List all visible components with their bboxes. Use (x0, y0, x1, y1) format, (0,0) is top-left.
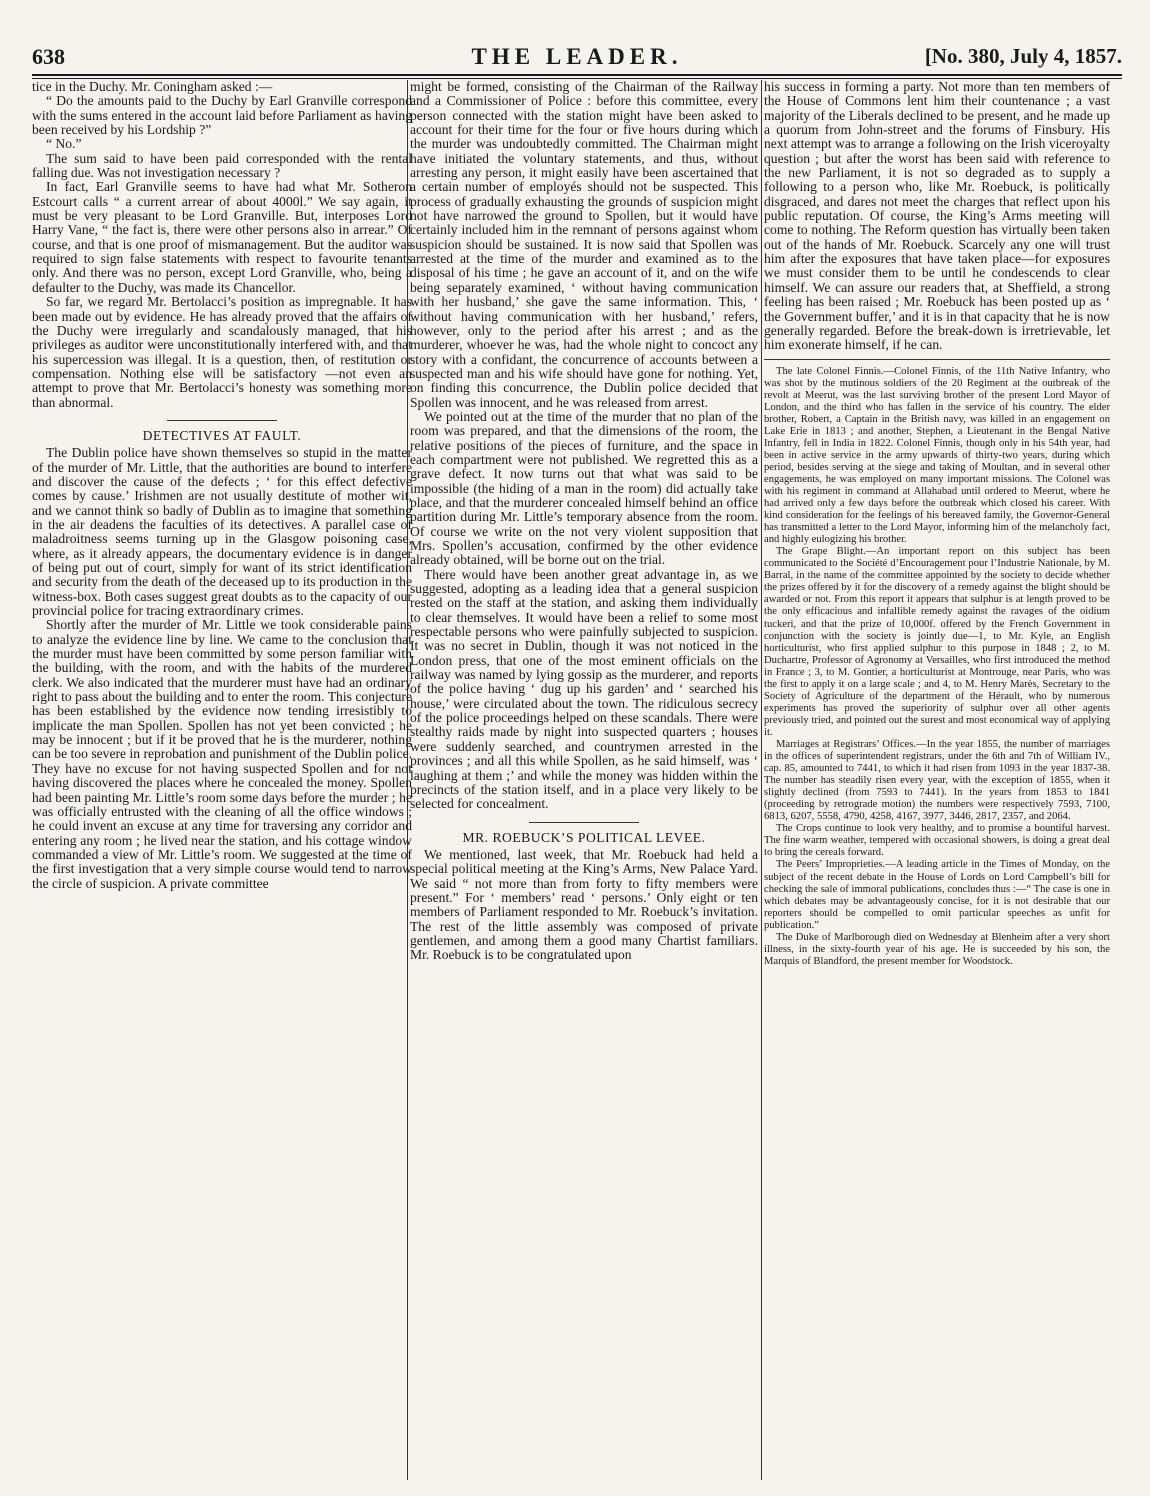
article-paragraph: So far, we regard Mr. Bertolacci’s position as impregnable. It has been made out by evidence. He has already proved that the affairs of the Duchy were irregularly and scandalously managed, that his privileges as auditor were unconstitutionally interfered with, and that his supercession was illegal. It is a question, then, of restitution or compensation. Nothing else will be satisfactory —not even an attempt to prove that Mr. Bertolacci’s honesty was something more than abnormal. (32, 294, 412, 410)
paper-title: THE LEADER. (471, 44, 683, 69)
news-note: The Crops continue to look very healthy, and to promise a bountiful harvest. The fine warm weather, tempered with occasional showers, is doing a great deal to bring the cereals forward. (764, 823, 1110, 859)
section-separator (529, 822, 639, 823)
news-note: The Grape Blight.—An important report on this subject has been communicated to the Société d’Encouragement pour l’Industrie Nationale, by M. Barral, in the name of the committee appointed by the society to decide whether the prizes offered by it for the discovery of a remedy against the blight should be awarded or not. From this report it appears that sulphur is at length proved to be the only efficacious and infallible remedy against the ravages of the oidium tuckeri, and that the prize of 10,000f. offered by the French Government in conjunction with the society is jointly due—1, to Mr. Kyle, an English horticulturist, who first applied sulphur to this purpose in 1848 ; 2, to M. Duchartre, Professor of Agronomy at Versailles, who first introduced the method in France ; 3, to M. Gontier, a horticulturist at Montrouge, near Paris, who was the first to apply it on a large scale ; and 4, to M. Henry Marès, Secretary to the Society of Agriculture of the department of the Hérault, who by numerous experiments has proved the superiority of sulphur over all other agents previously tried, and pointed out the surest and most economical way of applying it. (764, 546, 1110, 738)
page-number: 638 (32, 44, 65, 69)
masthead (32, 44, 1122, 76)
news-note: The Peers’ Improprieties.—A leading article in the Times of Monday, on the subject of the recent debate in the House of Lords on Lord Campbell’s bill for checking the sale of immoral publications, concludes thus :—“ The case is one in which debates may be advantageously concise, for it is not desirable that our reporters should be compelled to omit particular speeches as unfit for publication.” (764, 859, 1110, 931)
section-heading: DETECTIVES AT FAULT. (142, 427, 302, 443)
news-note: The Duke of Marlborough died on Wednesday at Blenheim after a very short illness, in the sixty-fourth year of his age. He is succeeded by his son, the Marquis of Blandford, the present member for Woodstock. (764, 931, 1110, 967)
news-notes (764, 366, 1110, 968)
column-3 (764, 80, 1110, 1480)
article-paragraph: tice in the Duchy. Mr. Coningham asked :— (32, 80, 273, 94)
section-separator (764, 359, 1110, 360)
column-divider (761, 80, 762, 1480)
article-paragraph: There would have been another great advantage in, as we suggested, adopting as a leading idea that a general suspicion rested on the staff at the station, and asking them individually to clear themselves. It would have been a relief to some most respectable persons who were painfully subjected to suspicion. It was no secret in Dublin, though it was not noticed in the London press, that one of the most eminent officials on the railway was named by lying gossip as the murderer, and reports of the police having ‘ dug up his garden’ and ‘ searched his house,’ were circulated about the town. The ridiculous secrecy of the police proceedings helped on these scandals. There were stealthy raids made by night into suspected quarters ; houses were suddenly searched, and countrymen arrested in the provinces ; and all this while Spollen, as he said himself, was ‘ laughing at them ;’ and while the money was hidden within the precincts of the station itself, and in a place very likely to be selected for concealment. (410, 566, 758, 812)
masthead-rule (32, 78, 1122, 79)
article-paragraph: “ No.” (46, 136, 82, 152)
article-paragraph: Shortly after the murder of Mr. Little we took considerable pains to analyze the evidence line by line. We came to the conclusion that the murder must have been committed by some person familiar with the building, with the room, and with the habits of the murdered clerk. We also indicated that the murderer must have had an ordinary right to pass about the building and to enter the room. This conjecture has been established by the evidence now tending irresistibly to implicate the man Spollen. Spollen has not yet been convicted ; he may be innocent ; but if it be proved that he is the murderer, nothing can be too severe in reprobation and punishment of the Dublin police. They have no excuse for not having suspected Spollen and for not having discovered the places where he concealed the money. Spollen had been painting Mr. Little’s room some days before the murder ; he was officially entrusted with the cleaning of all the office windows ; he could invent an excuse at any time for traversing any corridor and entering any room ; he lived near the station, and his cottage window commanded a view of Mr. Little’s room. We suggested at the time of the first investigation that a very simple course would tend to narrow the circle of suspicion. A private committee (32, 617, 412, 891)
article-paragraph: might be formed, consisting of the Chairman of the Railway and a Commissioner of Police : before this committee, every person connected with the station might have been asked to account for their time for the four or five hours during which the murder was undoubtedly committed. The Chairman might have initiated the voluntary statements, and thus, without arresting any person, it might easily have been ascertained that a certain number of employés should not be suspected. This process of gradually exhausting the grounds of suspicion might not have narrowed the ground to Spollen, but it would have certainly included him in the remnant of persons against whom suspicion should be sustained. It is now said that Spollen was arrested at the time of the murder and examined as to the disposal of his time ; he gave an account of it, and on the wife being separately examined, ‘ without having communication with her husband,’ she gave the same information. This, ‘ without having communication with her husband,’ refers, however, only to the period after his arrest ; and as the murderer, whoever he was, had the whole night to concoct any story with a confidant, the concurrence of accounts between a suspected man and his wife should have gone for nothing. Yet, on finding this concurrence, the Dublin police decided that Spollen was innocent, and he was released from arrest. (410, 80, 758, 410)
news-note: The late Colonel Finnis.—Colonel Finnis, of the 11th Native Infantry, who was shot by the mutinous soldiers of the 20 Regiment at the outbreak of the revolt at Meerut, was the last surviving brother of the present Lord Mayor of London, and the third who has fallen in the service of his country. The elder brother, Robert, a Captain in the British navy, was killed in an engagement on Lake Erie in 1813 ; and another, Stephen, a Lieutenant in the Bengal Native Infantry, fell in India in 1822. Colonel Finnis, though only in his 54th year, had been in active service in the army upwards of thirty-two years, during which period, besides serving at the siege and taking of Moultan, and in several other engagements, he was employed on many important missions. The Colonel was with his regiment in command at Allahabad until ordered to Meerut, where he had arrived only a few days before the outbreak which closed his career. With kind consideration for the feelings of his bereaved family, the Governor-General has transmitted a letter to the Lord Mayor, informing him of the melancholy fact, and highly eulogizing his brother. (764, 365, 1110, 546)
section-heading: MR. ROEBUCK’S POLITICAL LEVEE. (462, 829, 706, 845)
column-2 (410, 80, 758, 1480)
article-paragraph: We pointed out at the time of the murder that no plan of the room was prepared, and that the dimensions of the room, the relative positions of the pieces of furniture, and the space in each compartment were not published. We regretted this as a grave defect. It now turns out that what was said to be impossible (the hiding of a man in the room) did actually take place, and that the murderer concealed himself behind an office partition during Mr. Little’s temporary absence from the room. Of course we write on the not very violent supposition that Mrs. Spollen’s accusation, confirmed by the other evidence already obtained, will be borne out on the trial. (410, 408, 758, 568)
column-1 (32, 80, 412, 1480)
article-paragraph: his success in forming a party. Not more than ten members of the House of Commons lent him their countenance ; a vast majority of the Liberals declined to be present, and he made up a quorum from John-street and the forums of Finsbury. His next attempt was to arrange a following on the Irish viceroyalty question ; but after the worst has been said with reference to the new Parliament, it is not so degraded as to supply a following to a person who, like Mr. Roebuck, is politically disgraced, and dares not meet the charges that reflect upon his public reputation. Of course, the King’s Arms meeting will come to nothing. The Reform question has virtually been taken out of the hands of Mr. Roebuck. Scarcely any one will trust him after the exposures that have taken place—for exposures we must consider them to be until he condescends to clear himself. We can assure our readers that, at Sheffield, a strong feeling has been raised ; Mr. Roebuck has been posted up as ‘ the Government buffer,’ and it is in that capacity that he is now generally regarded. Before the break-down is irretrievable, let him exonerate himself, if he can. (764, 80, 1110, 353)
article-paragraph: “ Do the amounts paid to the Duchy by Earl Granville correspond with the sums entered in the account laid before Parliament as having been received by his Lordship ?” (32, 93, 412, 138)
article-paragraph: The sum said to have been paid corresponded with the rental falling due. Was not investigation necessary ? (32, 150, 412, 181)
article-paragraph: We mentioned, last week, that Mr. Roebuck had held a special political meeting at the King’s Arms, New Palace Yard. We said “ not more than from forty to fifty members were present.” For ‘ members’ read ‘ persons.’ Only eight or ten members of Parliament responded to Mr. Roebuck’s invitation. The rest of the little assembly was composed of private gentlemen, and among them a good many Chartist familiars. Mr. Roebuck is to be congratulated upon (410, 846, 758, 963)
issue-info: [No. 380, July 4, 1857. (924, 44, 1122, 68)
news-note: Marriages at Registrars’ Offices.—In the year 1855, the number of marriages in the offices of superintendent registrars, under the 6th and 7th of William IV., cap. 85, amounted to 7441, to which it had risen from 1093 in the year 1837-38. The number has steadily risen every year, with the exception of 1855, when it slightly declined (from 7593 to 7441). In the years from 1853 to 1841 (proceeding by retrograde motion) the numbers were respectively 7593, 7100, 6813, 6207, 5558, 4790, 4258, 4167, 3977, 3446, 2817, 2357, and 2064. (764, 738, 1110, 823)
article-paragraph: In fact, Earl Granville seems to have had what Mr. Sotheron Estcourt calls “ a current arrear of about 4000l.” We say again, it must be very pleasant to be Lord Granville. But, interposes Lord Harry Vane, “ the fact is, there were other persons also in arrear.” Of course, and that is one proof of mismanagement. But the auditor was required to sign false statements with respect to favourite tenants only. And there was no person, except Lord Granville, who, being a defaulter to the Duchy, was made its Chancellor. (32, 179, 412, 295)
article-paragraph: The Dublin police have shown themselves so stupid in the matter of the murder of Mr. Little, that the authorities are bound to interfere and discover the cause of the defects ; ‘ for this effect defective comes by cause.’ Irishmen are not usually destitute of mother wit, and we cannot think so badly of Dublin as to imagine that something in the air deadens the faculties of its detectives. A parallel case of maladroitness seems turning up in the Glasgow poisoning case, where, as it already appears, the documentary evidence is in danger of being put out of court, simply for want of its strict identification and security from the death of the deceased up to its production in the witness-box. Both cases suggest great doubts as to the capacity of our provincial police for tracing extraordinary crimes. (32, 445, 412, 619)
section-separator (167, 420, 277, 421)
